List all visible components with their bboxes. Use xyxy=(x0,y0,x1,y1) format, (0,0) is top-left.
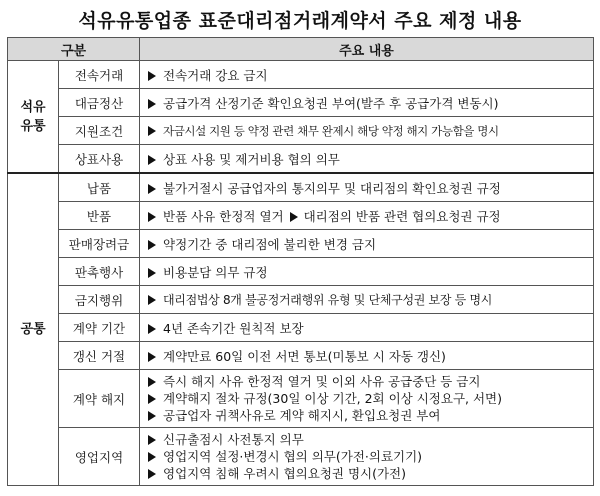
content-cell: 비용분담 의무 규정 xyxy=(140,258,594,286)
table-row xyxy=(8,202,594,230)
header-content: 주요 내용 xyxy=(140,38,594,61)
list-item: 계약해지 절차 규정(30일 이상 기간, 2회 이상 시정요구, 서면) xyxy=(148,390,593,407)
category-cell: 갱신 거절 xyxy=(59,342,140,370)
table-row xyxy=(8,61,594,89)
bullet-triangle-icon xyxy=(148,452,156,462)
bullet-triangle-icon xyxy=(148,268,156,278)
bullet-triangle-icon xyxy=(148,126,156,136)
page-title: 석유유통업종 표준대리점거래계약서 주요 제정 내용 xyxy=(78,10,522,32)
content-cell: 자금시설 지원 등 약정 관련 채무 완제시 해당 약정 해지 가능함을 명시 xyxy=(140,117,594,145)
content-cell: 4년 존속기간 원칙적 보장 xyxy=(140,314,594,342)
content-cell: 상표 사용 및 제거비용 협의 의무 xyxy=(140,145,594,174)
list-item: 신규출점시 사전통지 의무 xyxy=(148,431,593,448)
list-item: 영업지역 침해 우려시 협의요청권 명시(가전) xyxy=(148,465,593,482)
category-cell: 납품 xyxy=(59,173,140,202)
category-cell: 계약 해지 xyxy=(59,370,140,428)
category-cell: 판매장려금 xyxy=(59,230,140,258)
content-cell: 전속거래 강요 금지 xyxy=(140,61,594,89)
content-cell: 불가거절시 공급업자의 통지의무 및 대리점의 확인요청권 규정 xyxy=(140,173,594,202)
bullet-triangle-icon xyxy=(148,240,156,250)
content-cell: 대리점법상 8개 불공정거래행위 유형 및 단체구성권 보장 등 명시 xyxy=(140,286,594,314)
table-row xyxy=(8,258,594,286)
bullet-triangle-icon xyxy=(148,394,156,404)
content-cell: 계약만료 60일 이전 서면 통보(미통보 시 자동 갱신) xyxy=(140,342,594,370)
category-cell: 전속거래 xyxy=(59,61,140,89)
table-row xyxy=(8,370,594,428)
group-oil-distribution: 석유 유통 xyxy=(8,61,59,174)
category-cell: 상표사용 xyxy=(59,145,140,174)
table-row xyxy=(8,428,594,486)
bullet-triangle-icon xyxy=(148,99,156,109)
table-row xyxy=(8,173,594,202)
bullet-triangle-icon xyxy=(148,435,156,445)
table-row xyxy=(8,342,594,370)
list-item: 공급업자 귀책사유로 계약 해지시, 환입요청권 부여 xyxy=(148,407,593,424)
category-cell: 판촉행사 xyxy=(59,258,140,286)
content-cell: 반품 사유 한정적 열거 대리점의 반품 관련 협의요청권 규정 xyxy=(140,202,594,230)
table-row xyxy=(8,117,594,145)
category-cell: 금지행위 xyxy=(59,286,140,314)
table-header-row xyxy=(8,38,594,61)
bullet-triangle-icon xyxy=(148,352,156,362)
table-row xyxy=(8,89,594,117)
table-row xyxy=(8,286,594,314)
bullet-triangle-icon xyxy=(148,377,156,387)
category-cell: 영업지역 xyxy=(59,428,140,486)
category-cell: 대금정산 xyxy=(59,89,140,117)
list-item: 즉시 해지 사유 한정적 열거 및 이외 사유 공급중단 등 금지 xyxy=(148,373,593,390)
table-row xyxy=(8,230,594,258)
content-cell: 약정기간 중 대리점에 불리한 변경 금지 xyxy=(140,230,594,258)
category-cell: 반품 xyxy=(59,202,140,230)
table-row xyxy=(8,314,594,342)
bullet-triangle-icon xyxy=(148,324,156,334)
bullet-triangle-icon xyxy=(148,295,156,305)
group-common: 공통 xyxy=(8,173,59,486)
header-category: 구분 xyxy=(8,38,140,61)
contract-content-table xyxy=(7,37,594,486)
content-cell xyxy=(140,428,594,486)
category-cell: 지원조건 xyxy=(59,117,140,145)
bullet-triangle-icon xyxy=(148,469,156,479)
category-cell: 계약 기간 xyxy=(59,314,140,342)
bullet-triangle-icon xyxy=(148,411,156,421)
arrow-right-icon xyxy=(290,212,298,222)
content-cell xyxy=(140,370,594,428)
bullet-triangle-icon xyxy=(148,71,156,81)
bullet-triangle-icon xyxy=(148,212,156,222)
content-cell: 공급가격 산정기준 확인요청권 부여(발주 후 공급가격 변동시) xyxy=(140,89,594,117)
bullet-triangle-icon xyxy=(148,184,156,194)
table-row xyxy=(8,145,594,174)
bullet-triangle-icon xyxy=(148,155,156,165)
list-item: 영업지역 설정·변경시 협의 의무(가전·의료기기) xyxy=(148,448,593,465)
